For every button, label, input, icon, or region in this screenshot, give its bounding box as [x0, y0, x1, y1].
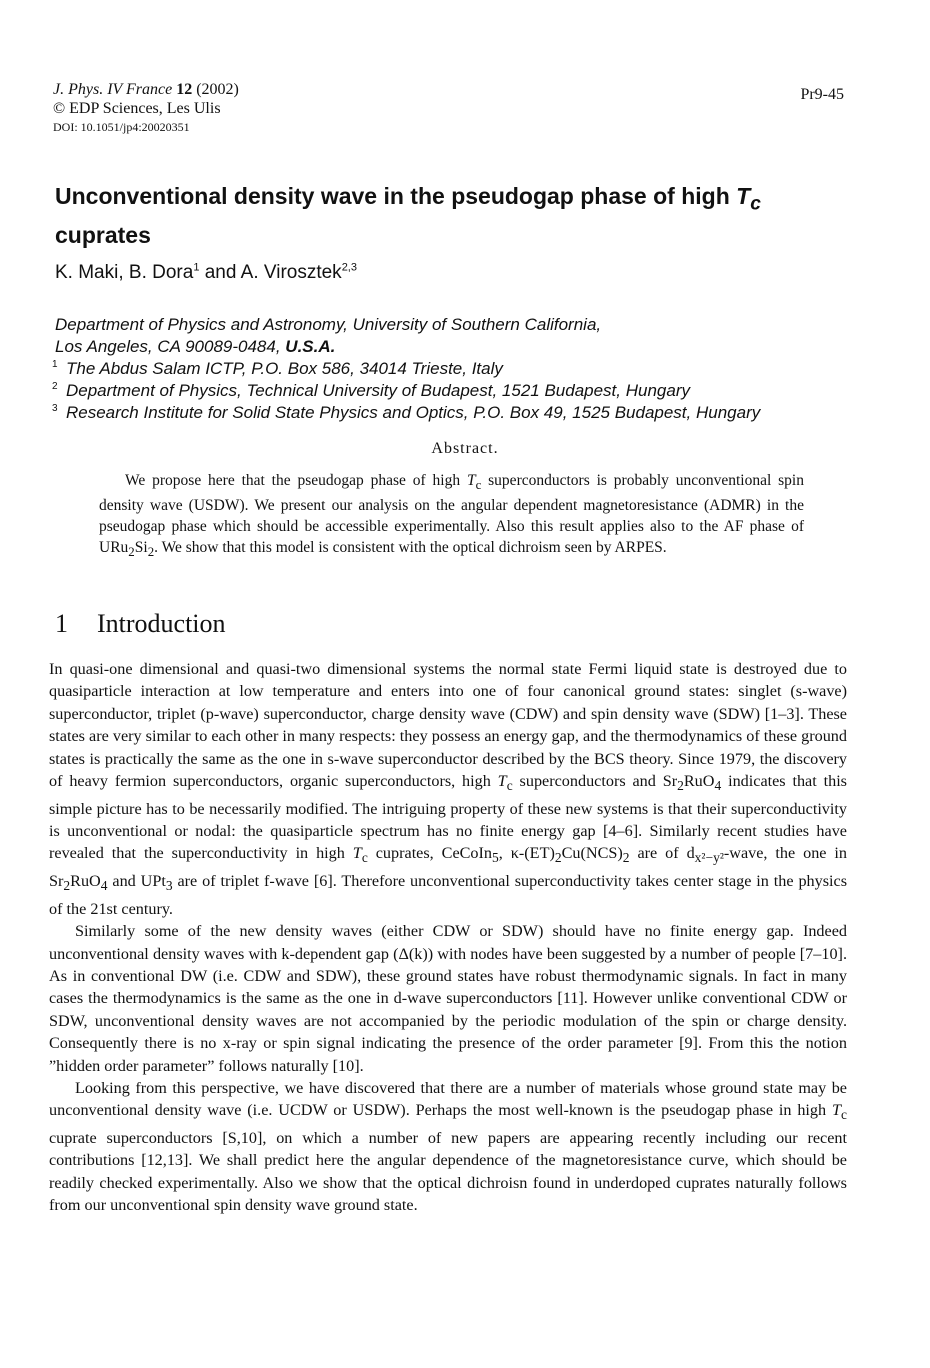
affiliation-marker-3: 3	[52, 403, 58, 414]
affiliation-2-text: Department of Physics, Technical University of Budapest, 1521 Budapest, Hungary	[66, 381, 690, 400]
intro-p3-tc: T	[831, 1101, 841, 1120]
intro-p1-sub-7: 2	[63, 878, 71, 894]
affiliation-2	[52, 380, 915, 402]
intro-p1-sub-1: 2	[677, 778, 684, 794]
doi-label: DOI:	[53, 120, 78, 134]
intro-p1-text-h: -wave, the one in Sr	[49, 844, 848, 891]
intro-p1-sub-2: 4	[714, 778, 722, 794]
intro-p1-sub-4: 2	[554, 850, 562, 866]
affiliation-1	[52, 358, 915, 380]
intro-p1-sub-8: 4	[100, 878, 108, 894]
intro-p1-sub-5: 2	[622, 850, 630, 866]
intro-p1-sub-6: x²−y²	[694, 850, 724, 866]
abstract-tc-subscript: c	[475, 477, 482, 493]
doi-link[interactable]: 10.1051/jp4:20020351	[80, 120, 190, 134]
intro-p1-tc: T	[497, 772, 507, 791]
author-names-1: K. Maki, B. Dora	[55, 262, 194, 283]
abstract-subscript-2: 2	[147, 544, 155, 560]
intro-p1-text-c: indicates that this simple picture has to be necessarily modified. The intriguing property of these new systems is that their superconductivity is unconventional or nodal: the quasiparticle spectrum has no finite energy gap [4–6]. Similarly recent studies have revealed that the superconductivity in high	[49, 772, 847, 863]
abstract-text-1: We propose here that the pseudogap phase of high	[125, 472, 467, 489]
affiliation-marker-1: 1	[52, 359, 58, 370]
author-list	[55, 262, 357, 284]
journal-volume: 12	[176, 81, 193, 98]
intro-paragraph-1	[49, 658, 847, 920]
affiliation-0-country: U.S.A.	[285, 337, 336, 356]
intro-p1-tc-sub-2: c	[361, 850, 368, 866]
author-affiliation-marker-2: 2,3	[341, 261, 357, 274]
author-names-2: and A. Virosztek	[199, 262, 342, 283]
journal-header	[53, 80, 239, 137]
intro-p1-text-g: are of d	[629, 844, 695, 863]
title-tc-letter: T	[736, 183, 751, 209]
intro-p3-tc-sub: c	[841, 1107, 847, 1123]
doi-line	[53, 118, 239, 137]
abstract-body	[99, 470, 804, 562]
intro-paragraph-2: Similarly some of the new density waves (either CDW or SDW) should have no finite energy gap. Indeed unconventional density waves with k-dependent gap (Δ(k)) with nodes have been suggested by a number of people [7–10]. As in conventional DW (i.e. CDW and SDW), these ground states have robust thermodynamic signals. In fact in many cases the thermodynamics is the same as the one in d-wave superconductors [11]. However unlike conventional CDW or SDW, unconventional density waves are not accompanied by the periodic modulation of the spin or charge density. Consequently there is no x-ray or spin signal indicating the presence of the order parameter [9]. From this the notion ”hidden order parameter” follows naturally [10].	[49, 922, 847, 1075]
intro-p1-text-e: , κ-(ET)	[498, 844, 555, 863]
title-text-line2: cuprates	[55, 221, 151, 248]
intro-p1-sub-9: 3	[165, 878, 173, 894]
affiliation-3-text: Research Institute for Solid State Physics and Optics, P.O. Box 49, 1525 Budapest, Hungary	[66, 403, 761, 422]
intro-p1-text-a: In quasi-one dimensional and quasi-two dimensional systems the normal state Fermi liquid state is destroyed due to quasiparticle interaction at low temperature and enters into one of four canonical ground states: singlet (s-wave) superconductor, triplet (p-wave) superconductor, charge density wave (CDW) and spin density wave (SDW) [1–3]. These states are very similar to each other in many respects: they possess an energy gap, and the thermodynamics of these ground states is practically the same as the one in s-wave superconductor described by the BCS theory. Since 1979, the discovery of heavy fermion superconductors, organic superconductors, high	[49, 660, 847, 791]
abstract-text-2: superconductors is probably unconventional spin density wave (USDW). We present our analysis on the angular dependent magnetoresistance (ADMR) in the pseudogap phase which should be accessible experimentally. Also this result applies also to the AF phase of URu	[99, 472, 804, 557]
publisher-line: © EDP Sciences, Les Ulis	[53, 100, 221, 117]
section-number: 1	[55, 609, 68, 638]
abstract-text-4: . We show that this model is consistent with the optical dichroism seen by ARPES.	[154, 539, 667, 557]
abstract-tc: T	[466, 472, 476, 489]
title-tc-subscript: c	[750, 193, 761, 215]
intro-p1-text-i: and UPt	[107, 872, 166, 891]
intro-p3-text-a: Looking from this perspective, we have discovered that there are a number of materials whose ground state may be unconventional density wave (i.e. UCDW or USDW). Perhaps the most well-known is the pseudogap phase in high	[49, 1079, 847, 1120]
intro-p1-text-d: cuprates, CeCoIn	[367, 844, 493, 863]
journal-name: J. Phys. IV France	[53, 81, 173, 98]
paper-title	[55, 181, 875, 251]
intro-p1-sub-3: 5	[492, 850, 499, 866]
abstract-text-3: Si	[134, 539, 148, 557]
section-title: Introduction	[97, 609, 226, 638]
affiliation-3	[52, 402, 915, 424]
intro-paragraph-3	[49, 1077, 847, 1217]
abstract-subscript-1: 2	[128, 544, 135, 560]
intro-p3-text-b: cuprate superconductors [S,10], on which a number of new papers are appearing recently including our recent contributions [12,13]. We shall predict here the angular dependence of the magnetoresistance curve, which should be readily checked experimentally. Also we show that the optical dichroisn found in underdoped cuprates naturally follows from our unconventional spin density wave ground state.	[49, 1129, 847, 1215]
journal-citation	[53, 80, 239, 99]
section-heading	[55, 609, 226, 639]
page-number: Pr9-45	[800, 86, 844, 103]
title-text: Unconventional density wave in the pseudogap phase of high	[55, 183, 737, 209]
affiliations	[52, 314, 915, 424]
intro-p1-text-j: are of triplet f-wave [6]. Therefore unconventional superconductivity takes center stage in the physics of the 21st century.	[49, 872, 848, 918]
affiliation-0-address	[55, 336, 915, 358]
affiliation-marker-2: 2	[52, 381, 58, 392]
author-affiliation-marker-1: 1	[193, 261, 200, 274]
intro-p1-tc-sub: c	[506, 778, 513, 794]
affiliation-0: Department of Physics and Astronomy, University of Southern California,	[55, 315, 602, 334]
intro-p1-tc-2: T	[352, 844, 362, 863]
intro-p1-text-f: Cu(NCS)	[561, 844, 623, 863]
intro-p1-text-b2: RuO	[683, 772, 715, 791]
title-tc	[736, 183, 761, 215]
abstract-heading: Abstract.	[431, 440, 499, 457]
introduction-body	[49, 658, 847, 1217]
intro-p1-text-h2: RuO	[70, 872, 101, 891]
journal-year: (2002)	[196, 81, 239, 98]
affiliation-1-text: The Abdus Salam ICTP, P.O. Box 586, 34014 Trieste, Italy	[66, 359, 503, 378]
affiliation-0-city: Los Angeles, CA 90089-0484,	[55, 337, 286, 356]
intro-p1-text-b: superconductors and Sr	[512, 772, 678, 791]
